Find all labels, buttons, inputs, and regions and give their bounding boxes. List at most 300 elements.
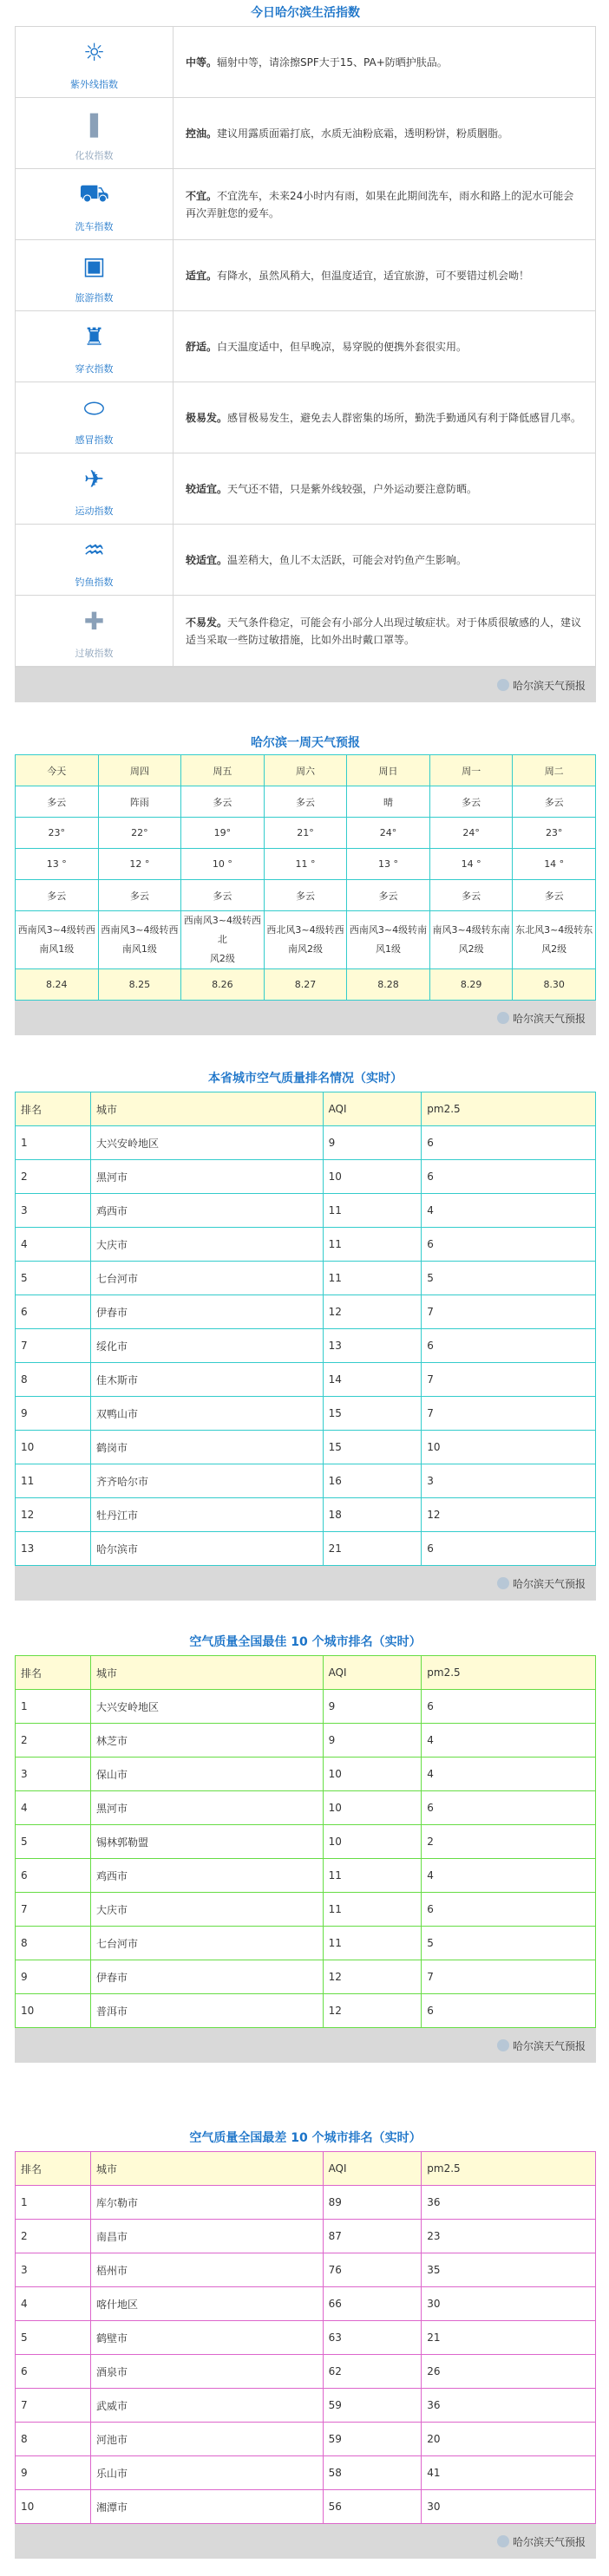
- forecast-row: [16, 818, 596, 849]
- city-cell: 佳木斯市: [90, 1363, 323, 1397]
- life-index-row: [16, 169, 595, 240]
- pm25-cell: 7: [422, 1363, 596, 1397]
- table-row: [16, 1893, 596, 1927]
- forecast-low-cell: 14 °: [429, 849, 513, 880]
- rank-cell: 1: [16, 2186, 91, 2220]
- province-aqi-table: [15, 1092, 596, 1566]
- wind-line: 西南风3~4级转西: [17, 924, 95, 936]
- forecast-date-cell: 8.30: [513, 969, 596, 1001]
- life-icon-cell: [16, 311, 174, 382]
- city-cell: 保山市: [90, 1758, 323, 1791]
- forecast-date-cell: 8.24: [16, 969, 99, 1001]
- table-row: [16, 2423, 596, 2456]
- life-index-desc: 白天温度适中，但早晚凉，易穿脱的便携外套很实用。: [217, 340, 468, 353]
- aqi-cell: 12: [323, 1994, 422, 2028]
- rank-cell: 1: [16, 1126, 91, 1160]
- pm25-cell: 6: [422, 1994, 596, 2028]
- aqi-cell: 11: [323, 1859, 422, 1893]
- rank-cell: 2: [16, 2220, 91, 2253]
- aqi-cell: 15: [323, 1431, 422, 1464]
- table-row: [16, 1532, 596, 1566]
- city-cell: 黑河市: [90, 1791, 323, 1825]
- life-index-name: 感冒指数: [75, 434, 114, 446]
- forecast-day-cell: 周二: [513, 755, 596, 786]
- rank-cell: 6: [16, 1295, 91, 1329]
- table-row: [16, 1160, 596, 1194]
- aqi-cell: 10: [323, 1758, 422, 1791]
- aqi-cell: 63: [323, 2321, 422, 2355]
- forecast-wind-cell: [347, 911, 430, 969]
- rank-cell: 10: [16, 1431, 91, 1464]
- table-row: [16, 1262, 596, 1295]
- table-row: [16, 1194, 596, 1228]
- best-footer[interactable]: [15, 2028, 596, 2063]
- pm25-cell: 6: [422, 1893, 596, 1927]
- forecast-low-cell: 11 °: [264, 849, 347, 880]
- rank-cell: 5: [16, 2321, 91, 2355]
- rank-cell: 10: [16, 2490, 91, 2524]
- forecast-night-weather-cell: 多云: [98, 880, 181, 911]
- life-index-level: 极易发。: [186, 411, 228, 424]
- pill-icon: ⬭: [83, 393, 105, 422]
- life-index-level: 舒适。: [186, 340, 218, 353]
- life-index-name: 旅游指数: [75, 291, 114, 303]
- table-row: [16, 2287, 596, 2321]
- table-row: [16, 1859, 596, 1893]
- table-row: [16, 2321, 596, 2355]
- forecast-low-cell: 12 °: [98, 849, 181, 880]
- table-row: [16, 1126, 596, 1160]
- pm25-cell: 36: [422, 2389, 596, 2423]
- rank-cell: 5: [16, 1262, 91, 1295]
- footer-label: 哈尔滨天气预报: [512, 2535, 586, 2548]
- life-index-row: [16, 382, 595, 453]
- life-index-row: [16, 525, 595, 596]
- life-index-text: [174, 169, 595, 239]
- aqi-cell: 10: [323, 1160, 422, 1194]
- life-index-level: 不宜。: [186, 189, 218, 202]
- rank-cell: 8: [16, 2423, 91, 2456]
- city-cell: 酒泉市: [90, 2355, 323, 2389]
- life-footer[interactable]: [15, 668, 596, 702]
- aqi-cell: 89: [323, 2186, 422, 2220]
- pm25-cell: 4: [422, 1859, 596, 1893]
- best-aqi-title: 空气质量全国最佳 10 个城市排名（实时）: [189, 1635, 422, 1649]
- forecast-row: [16, 969, 596, 1001]
- forecast-wind-cell: [513, 911, 596, 969]
- pm25-cell: 6: [422, 1532, 596, 1566]
- life-index-name: 钓鱼指数: [75, 576, 114, 588]
- table-row: [16, 1791, 596, 1825]
- rank-cell: 12: [16, 1498, 91, 1532]
- table-row: [16, 1329, 596, 1363]
- forecast-row: [16, 755, 596, 786]
- pm25-cell: 5: [422, 1262, 596, 1295]
- table-row: [16, 1498, 596, 1532]
- aqi-cell: 9: [323, 1724, 422, 1758]
- forecast-high-cell: 24°: [347, 818, 430, 849]
- forecast-table: [15, 754, 596, 1001]
- rank-cell: 8: [16, 1363, 91, 1397]
- sun-icon: ☼: [82, 38, 106, 67]
- rank-cell: 3: [16, 2253, 91, 2287]
- aqi-cell: 62: [323, 2355, 422, 2389]
- first-aid-icon: ✚: [83, 607, 105, 636]
- life-index-text: [174, 27, 595, 97]
- footer-label: 哈尔滨天气预报: [512, 679, 586, 692]
- forecast-high-cell: 21°: [264, 818, 347, 849]
- aqi-cell: 21: [323, 1532, 422, 1566]
- life-icon-cell: [16, 169, 174, 239]
- forecast-high-cell: 22°: [98, 818, 181, 849]
- rank-cell: 2: [16, 1160, 91, 1194]
- city-cell: 湘潭市: [90, 2490, 323, 2524]
- coat-icon: ♜: [82, 323, 106, 351]
- forecast-day-weather-cell: 多云: [16, 786, 99, 818]
- forecast-row: [16, 849, 596, 880]
- pm25-cell: 36: [422, 2186, 596, 2220]
- forecast-row: [16, 911, 596, 969]
- table-row: [16, 2253, 596, 2287]
- aqi-cell: 58: [323, 2456, 422, 2490]
- worst-aqi-table: [15, 2151, 596, 2524]
- aqi-cell: 12: [323, 1295, 422, 1329]
- wind-line: 东北风3~4级转东: [515, 924, 593, 936]
- table-row: [16, 2490, 596, 2524]
- column-header: pm2.5: [422, 1656, 596, 1690]
- pm25-cell: 30: [422, 2287, 596, 2321]
- life-index-name: 穿衣指数: [75, 362, 114, 375]
- forecast-row: [16, 880, 596, 911]
- column-header: 城市: [90, 1092, 323, 1126]
- life-index-name: 过敏指数: [75, 647, 114, 659]
- life-icon-cell: [16, 596, 174, 666]
- city-cell: 牡丹江市: [90, 1498, 323, 1532]
- table-row: [16, 1690, 596, 1724]
- city-cell: 鹤壁市: [90, 2321, 323, 2355]
- forecast-low-cell: 14 °: [513, 849, 596, 880]
- wind-line: 风2级: [209, 953, 235, 964]
- life-icon-cell: [16, 240, 174, 310]
- forecast-wind-cell: [264, 911, 347, 969]
- aqi-cell: 56: [323, 2490, 422, 2524]
- aqi-cell: 16: [323, 1464, 422, 1498]
- table-row: [16, 1431, 596, 1464]
- city-cell: 武威市: [90, 2389, 323, 2423]
- aqi-cell: 12: [323, 1960, 422, 1994]
- table-row: [16, 1295, 596, 1329]
- table-row: [16, 2220, 596, 2253]
- rank-cell: 5: [16, 1825, 91, 1859]
- pm25-cell: 12: [422, 1498, 596, 1532]
- forecast-day-cell: 周日: [347, 755, 430, 786]
- pm25-cell: 7: [422, 1295, 596, 1329]
- forecast-day-weather-cell: 多云: [429, 786, 513, 818]
- pm25-cell: 21: [422, 2321, 596, 2355]
- rank-cell: 11: [16, 1464, 91, 1498]
- wind-line: 风2级: [458, 943, 484, 955]
- table-row: [16, 1397, 596, 1431]
- runner-icon: ✈: [83, 465, 105, 493]
- column-header: 排名: [16, 2152, 91, 2186]
- forecast-day-weather-cell: 晴: [347, 786, 430, 818]
- pm25-cell: 41: [422, 2456, 596, 2490]
- city-cell: 喀什地区: [90, 2287, 323, 2321]
- life-icon-cell: [16, 525, 174, 595]
- aqi-cell: 15: [323, 1397, 422, 1431]
- wind-line: 西南风3~4级转西北: [183, 915, 262, 945]
- aqi-cell: 66: [323, 2287, 422, 2321]
- table-row: [16, 2355, 596, 2389]
- aqi-cell: 87: [323, 2220, 422, 2253]
- life-index-desc: 天气条件稳定，可能会有小部分人出现过敏症状。对于体质很敏感的人，建议适当采取一些防过敏措施，比如外出时戴口罩等。: [186, 616, 582, 646]
- forecast-night-weather-cell: 多云: [16, 880, 99, 911]
- province-aqi-section: [15, 1066, 596, 1601]
- rank-cell: 7: [16, 2389, 91, 2423]
- wind-line: 南风1级: [121, 943, 157, 955]
- forecast-day-cell: 周一: [429, 755, 513, 786]
- life-index-title: 今日哈尔滨生活指数: [251, 6, 360, 20]
- column-header: pm2.5: [422, 1092, 596, 1126]
- city-cell: 林芝市: [90, 1724, 323, 1758]
- city-cell: 大庆市: [90, 1228, 323, 1262]
- wind-line: 南风3~4级转东南: [432, 924, 510, 936]
- aqi-cell: 18: [323, 1498, 422, 1532]
- rank-cell: 3: [16, 1758, 91, 1791]
- life-index-text: [174, 98, 595, 168]
- rank-cell: 4: [16, 2287, 91, 2321]
- city-cell: 鸡西市: [90, 1194, 323, 1228]
- site-logo-icon: [497, 2039, 509, 2051]
- life-index-name: 洗车指数: [75, 220, 114, 232]
- forecast-night-weather-cell: 多云: [347, 880, 430, 911]
- pm25-cell: 6: [422, 1126, 596, 1160]
- pm25-cell: 5: [422, 1927, 596, 1960]
- aqi-cell: 59: [323, 2423, 422, 2456]
- footer-label: 哈尔滨天气预报: [512, 1577, 586, 1590]
- city-cell: 普洱市: [90, 1994, 323, 2028]
- aqi-cell: 13: [323, 1329, 422, 1363]
- forecast-low-cell: 13 °: [347, 849, 430, 880]
- aqi-cell: 9: [323, 1126, 422, 1160]
- pm25-cell: 6: [422, 1228, 596, 1262]
- forecast-date-cell: 8.26: [181, 969, 265, 1001]
- table-row: [16, 1994, 596, 2028]
- aqi-cell: 9: [323, 1690, 422, 1724]
- wind-line: 风2级: [541, 943, 567, 955]
- rank-cell: 8: [16, 1927, 91, 1960]
- city-cell: 锡林郭勒盟: [90, 1825, 323, 1859]
- rank-cell: 13: [16, 1532, 91, 1566]
- rank-cell: 3: [16, 1194, 91, 1228]
- rank-cell: 1: [16, 1690, 91, 1724]
- pm25-cell: 6: [422, 1329, 596, 1363]
- life-index-name: 运动指数: [75, 505, 114, 517]
- forecast-wind-cell: [429, 911, 513, 969]
- life-index-table: [15, 26, 596, 668]
- forecast-low-cell: 13 °: [16, 849, 99, 880]
- life-icon-cell: [16, 453, 174, 524]
- forecast-day-cell: 周四: [98, 755, 181, 786]
- life-index-text: [174, 311, 595, 382]
- forecast-high-cell: 23°: [513, 818, 596, 849]
- aqi-cell: 59: [323, 2389, 422, 2423]
- life-icon-cell: [16, 27, 174, 97]
- footer-label: 哈尔滨天气预报: [512, 1012, 586, 1025]
- rank-cell: 6: [16, 2355, 91, 2389]
- forecast-day-cell: 周五: [181, 755, 265, 786]
- life-index-level: 中等。: [186, 55, 218, 68]
- life-index-desc: 有降水，虽然风稍大，但温度适宜，适宜旅游，可不要错过机会呦！: [217, 269, 530, 282]
- pm25-cell: 20: [422, 2423, 596, 2456]
- city-cell: 伊春市: [90, 1960, 323, 1994]
- life-index-level: 较适宜。: [186, 482, 228, 495]
- forecast-wind-cell: [16, 911, 99, 969]
- forecast-high-cell: 24°: [429, 818, 513, 849]
- table-row: [16, 1228, 596, 1262]
- aqi-cell: 11: [323, 1893, 422, 1927]
- life-index-level: 较适宜。: [186, 553, 228, 566]
- forecast-high-cell: 23°: [16, 818, 99, 849]
- aqi-cell: 11: [323, 1927, 422, 1960]
- column-header: AQI: [323, 1656, 422, 1690]
- pm25-cell: 35: [422, 2253, 596, 2287]
- fish-icon: ♒: [82, 536, 106, 564]
- pm25-cell: 3: [422, 1464, 596, 1498]
- city-cell: 鹤岗市: [90, 1431, 323, 1464]
- city-cell: 大庆市: [90, 1893, 323, 1927]
- forecast-day-cell: 今天: [16, 755, 99, 786]
- life-index-text: [174, 596, 595, 666]
- life-index-row: [16, 240, 595, 311]
- worst-aqi-section: [15, 2125, 596, 2559]
- pm25-cell: 7: [422, 1960, 596, 1994]
- column-header: AQI: [323, 2152, 422, 2186]
- table-row: [16, 1724, 596, 1758]
- city-cell: 双鸭山市: [90, 1397, 323, 1431]
- wind-line: 南风1级: [39, 943, 75, 955]
- table-row: [16, 1960, 596, 1994]
- aqi-cell: 10: [323, 1791, 422, 1825]
- forecast-day-weather-cell: 阵雨: [98, 786, 181, 818]
- forecast-night-weather-cell: 多云: [181, 880, 265, 911]
- table-header-row: [16, 1092, 596, 1126]
- forecast-wind-cell: [181, 911, 265, 969]
- rank-cell: 2: [16, 1724, 91, 1758]
- aqi-cell: 10: [323, 1825, 422, 1859]
- pm25-cell: 4: [422, 1194, 596, 1228]
- wind-line: 西南风3~4级转西: [101, 924, 179, 936]
- city-cell: 河池市: [90, 2423, 323, 2456]
- site-logo-icon: [497, 1012, 509, 1024]
- life-index-row: [16, 596, 595, 667]
- rank-cell: 6: [16, 1859, 91, 1893]
- city-cell: 黑河市: [90, 1160, 323, 1194]
- life-index-text: [174, 525, 595, 595]
- table-row: [16, 2186, 596, 2220]
- rank-cell: 4: [16, 1791, 91, 1825]
- pm25-cell: 26: [422, 2355, 596, 2389]
- luggage-icon: ▣: [82, 251, 106, 280]
- forecast-title: 哈尔滨一周天气预报: [251, 736, 360, 750]
- rank-cell: 7: [16, 1329, 91, 1363]
- site-logo-icon: [497, 2535, 509, 2547]
- forecast-date-cell: 8.28: [347, 969, 430, 1001]
- pm25-cell: 4: [422, 1758, 596, 1791]
- pm25-cell: 2: [422, 1825, 596, 1859]
- column-header: 城市: [90, 2152, 323, 2186]
- life-index-row: [16, 453, 595, 525]
- city-cell: 哈尔滨市: [90, 1532, 323, 1566]
- life-index-text: [174, 240, 595, 310]
- wind-line: 风1级: [376, 943, 402, 955]
- forecast-date-cell: 8.25: [98, 969, 181, 1001]
- life-index-name: 紫外线指数: [70, 78, 118, 90]
- aqi-cell: 76: [323, 2253, 422, 2287]
- city-cell: 鸡西市: [90, 1859, 323, 1893]
- pm25-cell: 23: [422, 2220, 596, 2253]
- table-row: [16, 2456, 596, 2490]
- life-index-row: [16, 311, 595, 382]
- life-index-text: [174, 453, 595, 524]
- rank-cell: 9: [16, 1960, 91, 1994]
- pm25-cell: 6: [422, 1160, 596, 1194]
- province-footer[interactable]: [15, 1566, 596, 1601]
- city-cell: 齐齐哈尔市: [90, 1464, 323, 1498]
- life-index-level: 适宜。: [186, 269, 218, 282]
- life-index-desc: 天气还不错，只是紫外线较强，户外运动要注意防晒。: [227, 482, 478, 495]
- aqi-cell: 11: [323, 1228, 422, 1262]
- forecast-day-weather-cell: 多云: [264, 786, 347, 818]
- footer-label: 哈尔滨天气预报: [512, 2039, 586, 2052]
- life-icon-cell: [16, 382, 174, 453]
- city-cell: 大兴安岭地区: [90, 1690, 323, 1724]
- column-header: 排名: [16, 1656, 91, 1690]
- forecast-date-cell: 8.27: [264, 969, 347, 1001]
- rank-cell: 9: [16, 2456, 91, 2490]
- forecast-row: [16, 786, 596, 818]
- forecast-high-cell: 19°: [181, 818, 265, 849]
- pm25-cell: 7: [422, 1397, 596, 1431]
- best-aqi-section: [15, 1629, 596, 2063]
- column-header: pm2.5: [422, 2152, 596, 2186]
- table-row: [16, 1363, 596, 1397]
- city-cell: 乐山市: [90, 2456, 323, 2490]
- life-index-desc: 辐射中等，请涂擦SPF大于15、PA+防晒护肤品。: [217, 55, 448, 68]
- worst-aqi-title: 空气质量全国最差 10 个城市排名（实时）: [189, 2131, 422, 2145]
- car-icon: ⛟: [78, 179, 110, 207]
- forecast-wind-cell: [98, 911, 181, 969]
- worst-footer[interactable]: [15, 2524, 596, 2559]
- life-index-row: [16, 98, 595, 169]
- table-header-row: [16, 2152, 596, 2186]
- table-row: [16, 1758, 596, 1791]
- forecast-footer[interactable]: [15, 1001, 596, 1035]
- life-index-row: [16, 27, 595, 98]
- life-icon-cell: [16, 98, 174, 168]
- forecast-date-cell: 8.29: [429, 969, 513, 1001]
- forecast-night-weather-cell: 多云: [513, 880, 596, 911]
- life-index-desc: 建议用露质面霜打底，水质无油粉底霜，透明粉饼，粉质胭脂。: [217, 127, 509, 140]
- rank-cell: 9: [16, 1397, 91, 1431]
- column-header: 城市: [90, 1656, 323, 1690]
- life-index-text: [174, 382, 595, 453]
- life-index-level: 不易发。: [186, 616, 228, 629]
- wind-line: 西北风3~4级转西: [266, 924, 344, 936]
- site-logo-icon: [497, 679, 509, 691]
- forecast-low-cell: 10 °: [181, 849, 265, 880]
- life-index-section: [15, 0, 596, 702]
